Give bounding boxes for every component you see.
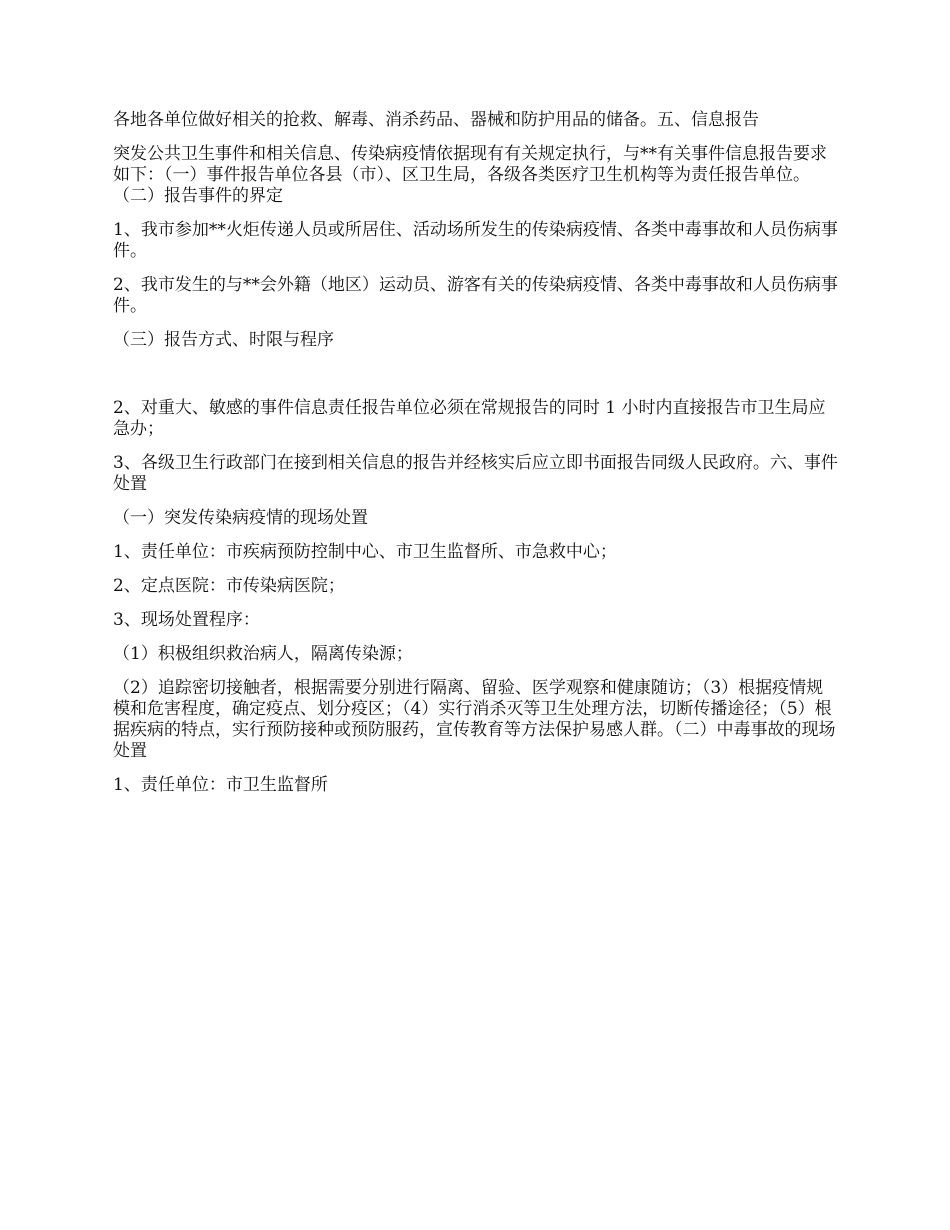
document-body [113, 110, 840, 809]
paragraph-item-major-events: 2、对重大、敏感的事件信息责任报告单位必须在常规报告的同时 1 小时内直接报告市卫生局应急办； [113, 398, 826, 439]
paragraph-report-requirements: 突发公共卫生事件和相关信息、传染病疫情依据现有有关规定执行，与**有关事件信息报告要求如下：（一）事件报告单位各县（市）、区卫生局，各级各类医疗卫生机构等为责任报告单位。（二）报告事件的界定 [113, 144, 827, 206]
paragraph-item-designated-hospital: 2、定点医院：市传染病医院； [113, 576, 345, 596]
paragraph-reserves-info-report: 各地各单位做好相关的抢救、解毒、消杀药品、器械和防护用品的储备。五、信息报告 [113, 110, 759, 130]
paragraph-section-report-method: （三）报告方式、时限与程序 [113, 330, 334, 350]
paragraph-item-responsible-units: 1、责任单位：市疾病预防控制中心、市卫生监督所、市急救中心； [113, 542, 617, 562]
paragraph-item-procedure: 3、现场处置程序： [113, 610, 260, 630]
paragraph-item-admin-report: 3、各级卫生行政部门在接到相关信息的报告并经核实后应立即书面报告同级人民政府。六、事件处置 [113, 453, 838, 494]
paragraph-item-torch-relay: 1、我市参加**火炬传递人员或所居住、活动场所发生的传染病疫情、各类中毒事故和人员伤病事件。 [113, 220, 838, 261]
paragraph-section-epidemic-handling: （一）突发传染病疫情的现场处置 [113, 508, 368, 528]
paragraph-item-foreign-athletes: 2、我市发生的与**会外籍（地区）运动员、游客有关的传染病疫情、各类中毒事故和人员伤病事件。 [113, 275, 838, 316]
paragraph-steps-tracing-poisoning: （2）追踪密切接触者，根据需要分别进行隔离、留验、医学观察和健康随访；（3）根据疫情规模和危害程度，确定疫点、划分疫区；（4）实行消杀灭等卫生处理方法，切断传播途径；（5）根据疾病的特点，实行预防接种或预防服药，宣传教育等方法保护易感人群。（二）中毒事故的现场处置 [113, 678, 836, 761]
paragraph-step-treat-isolate: （1）积极组织救治病人，隔离传染源； [113, 644, 413, 664]
paragraph-item-poisoning-unit: 1、责任单位：市卫生监督所 [113, 775, 328, 795]
